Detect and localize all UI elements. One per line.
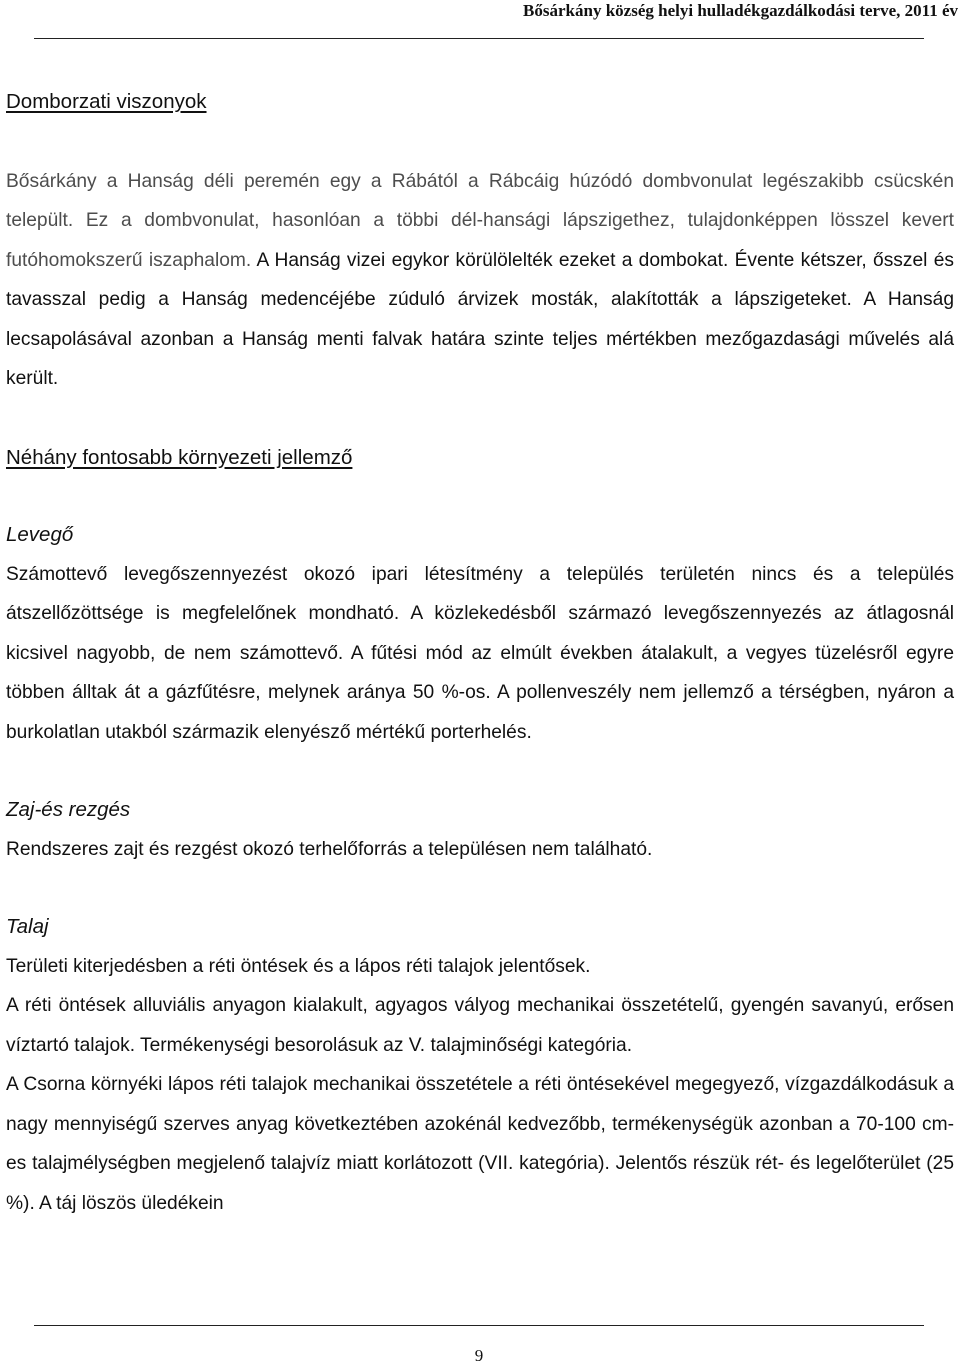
paragraph-air: Számottevő levegőszennyezést okozó ipari létesítmény a település területén nincs és a település átszellőzöttsége is megfelelőnek mondható. A közlekedésből származó levegőszennyezés az átlagosnál kicsivel nagyobb, de nem számottevő. A fűtési mód az elmúlt években átalakult, a vegyes tüzelésről egyre többen álltak át a gázfűtésre, melynek aránya 50 %-os. A pollenveszély nem jellemző a térségben, nyáron a burkolatlan utakból származik elenyésző mértékű porterhelés.	[6, 563, 954, 743]
spacer	[6, 399, 954, 438]
spacer	[6, 752, 954, 790]
heading-noise: Zaj-és rezgés	[6, 798, 131, 821]
heading-environment: Néhány fontosabb környezeti jellemző	[6, 445, 353, 469]
paragraph-soil-2: A réti öntések alluviális anyagon kialakult, agyagos vályog mechanikai összetételű, gyengén savanyú, erősen víztartó talajok. Termékenységi besorolásuk az V. talajminőségi kategória.	[6, 995, 954, 1056]
paragraph-noise: Rendszeres zajt és rezgést okozó terhelőforrás a településen nem található.	[6, 838, 653, 860]
paragraph-relief-rest: A Hanság vizei egykor körülölelték ezeket a dombokat. Évente kétszer, ősszel és tavasszal pedig a Hanság medencéjébe zúduló árvizek mosták, alakították a lápszigeteket. A Hanság lecsapolásával azonban a Hanság menti falvak határa szinte teljes mértékben mezőgazdasági művelés alá került.	[6, 249, 954, 389]
spacer	[6, 869, 954, 907]
spacer	[6, 122, 954, 162]
heading-soil: Talaj	[6, 915, 49, 938]
paragraph-relief	[6, 162, 954, 399]
spacer	[6, 477, 954, 515]
heading-relief: Domborzati viszonyok	[6, 90, 207, 113]
header-divider	[34, 38, 924, 39]
paragraph-relief-intro: Bősárkány a Hanság déli peremén egy a Rábától a Rábcáig húzódó dombvonulat legészakibb csücskén települt. Ez a dombvonulat, hasonlóan a többi dél-hansági lápszigethez, tulajdonképpen lösszel kevert futóhomokszerű iszaphalom.	[6, 170, 954, 271]
page-number: 9	[474, 1346, 484, 1365]
footer-divider	[34, 1325, 924, 1326]
document-body	[6, 82, 954, 1223]
paragraph-soil-1: Területi kiterjedésben a réti öntések és a lápos réti talajok jelentősek.	[6, 955, 591, 977]
heading-air: Levegő	[6, 523, 74, 546]
paragraph-soil-3: A Csorna környéki lápos réti talajok mechanikai összetétele a réti öntésekével megegyező, vízgazdálkodásuk a nagy mennyiségű szerves anyag következtében azokénál kedvezőbb, termékenységük azonban a 70-100 cm-es talajmélységben megjelenő talajvíz miatt korlátozott (VII. kategória). Jelentős részük rét- és legelőterület (25 %). A táj löszös üledékein	[6, 1074, 954, 1214]
document-header-title: Bősárkány község helyi hulladékgazdálkodási terve, 2011 év	[523, 1, 958, 20]
